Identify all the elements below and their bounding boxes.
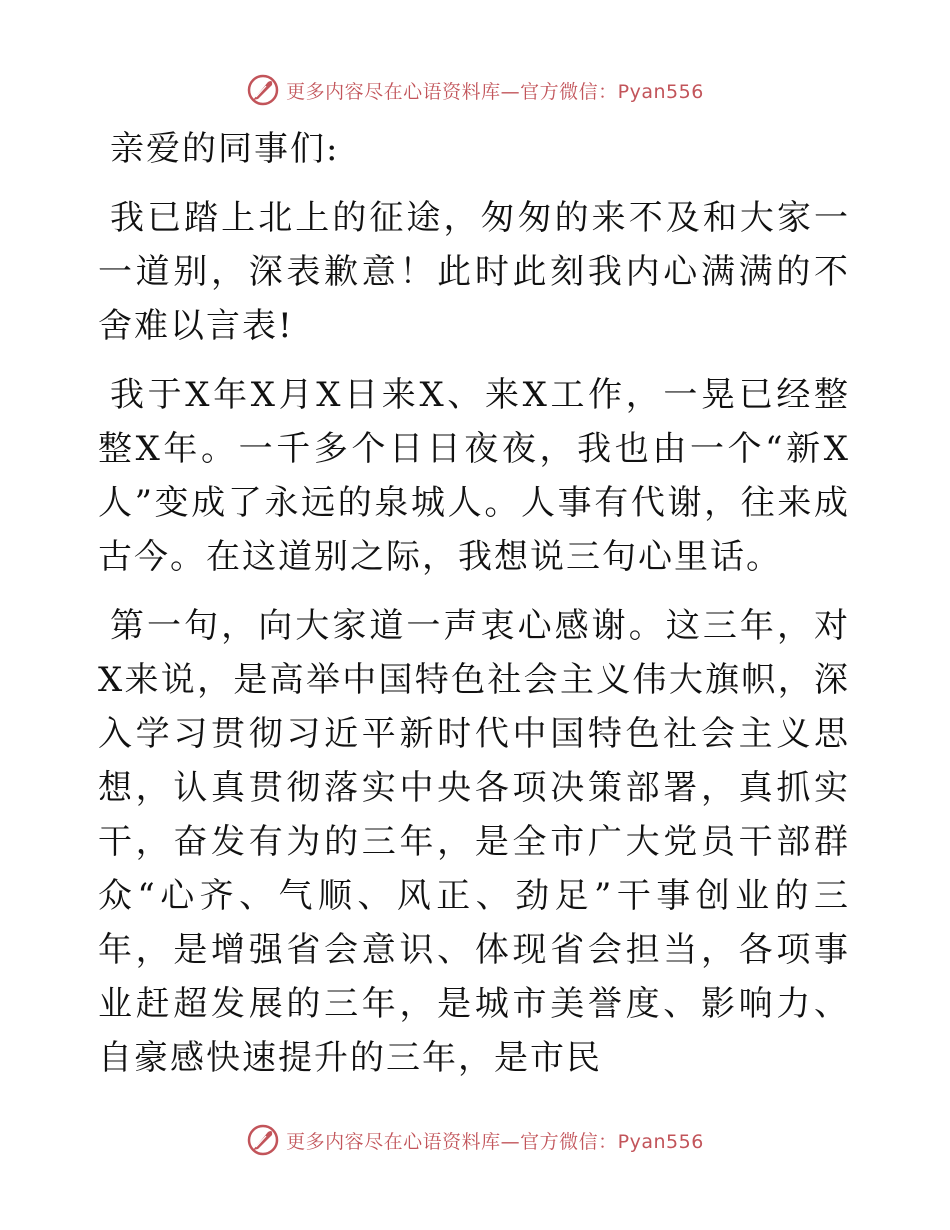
header-banner	[0, 70, 950, 110]
header-banner-text: 更多内容尽在心语资料库—官方微信：Pyan556	[286, 80, 704, 103]
footer-banner-text: 更多内容尽在心语资料库—官方微信：Pyan556	[286, 1130, 704, 1153]
salutation: 亲爱的同事们:	[110, 129, 340, 169]
paragraph: 我于X年X月X日来X、来X工作，一晃已经整整X年。一千多个日日夜夜，我也由一个“新X人”变成了永远的泉城人。人事有代谢，往来成古今。在这道别之际，我想说三句心里话。	[98, 375, 850, 577]
footer-banner	[0, 1120, 950, 1160]
feather-pen-logo-icon	[246, 1123, 280, 1157]
paragraph: 我已踏上北上的征途，匆匆的来不及和大家一一道别，深表歉意！此时此刻我内心满满的不舍难以言表!	[98, 198, 850, 346]
paragraph: 第一句，向大家道一声衷心感谢。这三年，对X来说，是高举中国特色社会主义伟大旗帜，深入学习贯彻习近平新时代中国特色社会主义思想，认真贯彻落实中央各项决策部署，真抓实干，奋发有为的三年，是全市广大党员干部群众“心齐、气顺、风正、劲足”干事创业的三年，是增强省会意识、体现省会担当，各项事业赶超发展的三年，是城市美誉度、影响力、自豪感快速提升的三年，是市民	[98, 606, 850, 1078]
feather-pen-logo-icon	[246, 73, 280, 107]
document-body	[98, 122, 850, 1100]
